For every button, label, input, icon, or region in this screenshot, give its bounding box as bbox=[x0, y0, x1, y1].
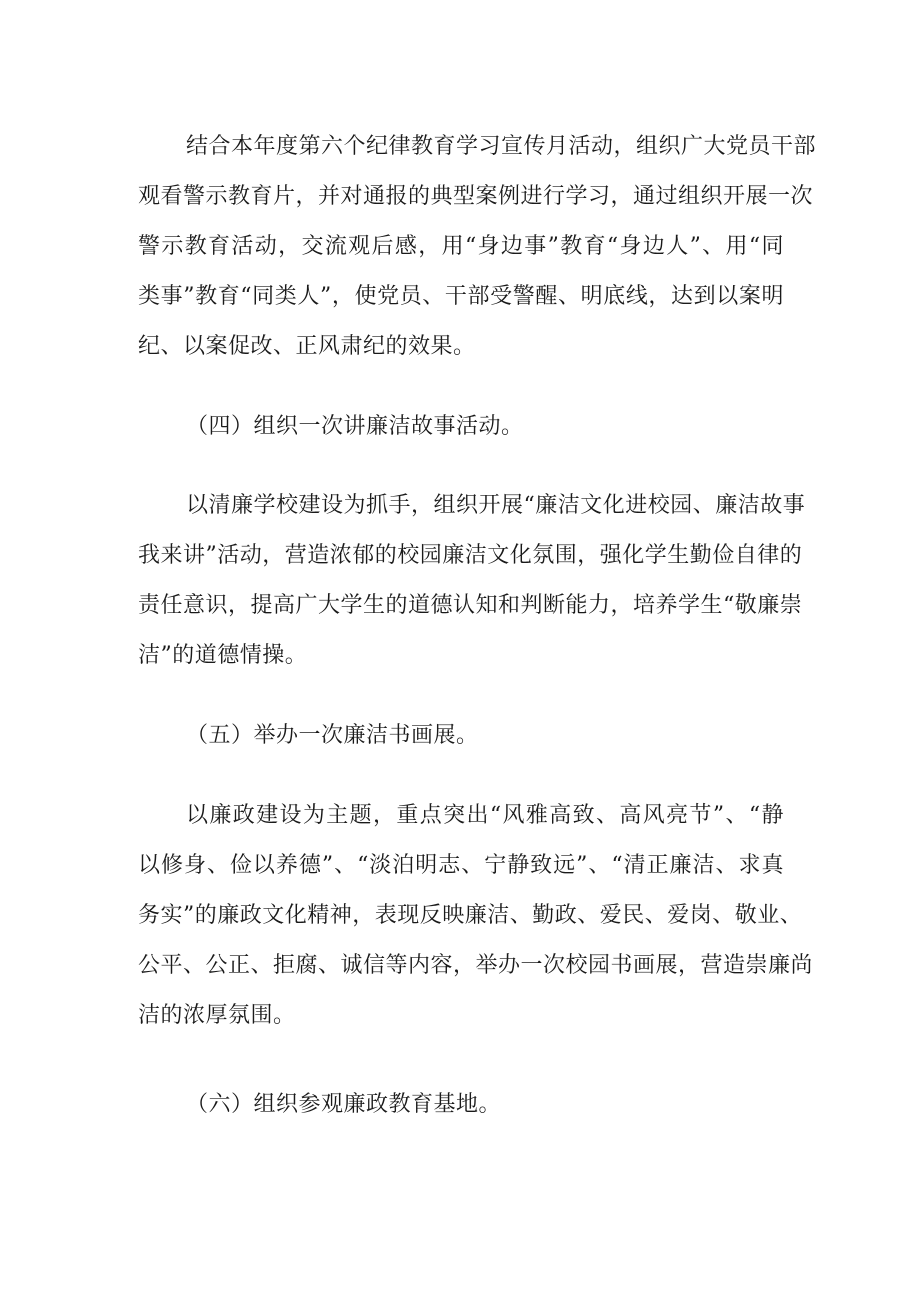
paragraph-3-line-5: 洁的浓厚氛围。 bbox=[138, 1003, 296, 1028]
paragraph-3-line-3: 务实”的廉政文化精神，表现反映廉洁、勤政、爱民、爱岗、敬业、 bbox=[138, 903, 803, 928]
paragraph-3-line-4: 公平、公正、拒腐、诚信等内容，举办一次校园书画展，营造崇廉尚 bbox=[138, 953, 814, 978]
paragraph-2-line-1: 以清廉学校建设为抓手，组织开展“廉洁文化进校园、廉洁故事 bbox=[186, 493, 806, 518]
section-heading-6: （六）组织参观廉政教育基地。 bbox=[186, 1092, 502, 1117]
section-heading-5: （五）举办一次廉洁书画展。 bbox=[186, 723, 479, 748]
paragraph-2-line-3: 责任意识，提高广大学生的道德认知和判断能力，培养学生“敬廉崇 bbox=[138, 593, 803, 618]
paragraph-1-line-5: 纪、以案促改、正风肃纪的效果。 bbox=[138, 334, 476, 359]
paragraph-1-line-3: 警示教育活动，交流观后感，用“身边事”教育“身边人”、用“同 bbox=[138, 234, 784, 259]
section-heading-4: （四）组织一次讲廉洁故事活动。 bbox=[186, 414, 524, 439]
paragraph-2-line-2: 我来讲”活动，营造浓郁的校园廉洁文化氛围，强化学生勤俭自律的 bbox=[138, 543, 803, 568]
paragraph-3-line-2: 以修身、俭以养德”、“淡泊明志、宁静致远”、“清正廉洁、求真 bbox=[138, 853, 784, 878]
paragraph-1-line-2: 观看警示教育片，并对通报的典型案例进行学习，通过组织开展一次 bbox=[138, 184, 814, 209]
paragraph-1-line-4: 类事”教育“同类人”，使党员、干部受警醒、明底线，达到以案明 bbox=[138, 284, 784, 309]
paragraph-2-line-4: 洁”的道德情操。 bbox=[138, 643, 308, 668]
paragraph-1-line-1: 结合本年度第六个纪律教育学习宣传月活动，组织广大党员干部 bbox=[186, 134, 817, 159]
paragraph-3-line-1: 以廉政建设为主题，重点突出“风雅高致、高风亮节”、“静 bbox=[186, 803, 784, 828]
